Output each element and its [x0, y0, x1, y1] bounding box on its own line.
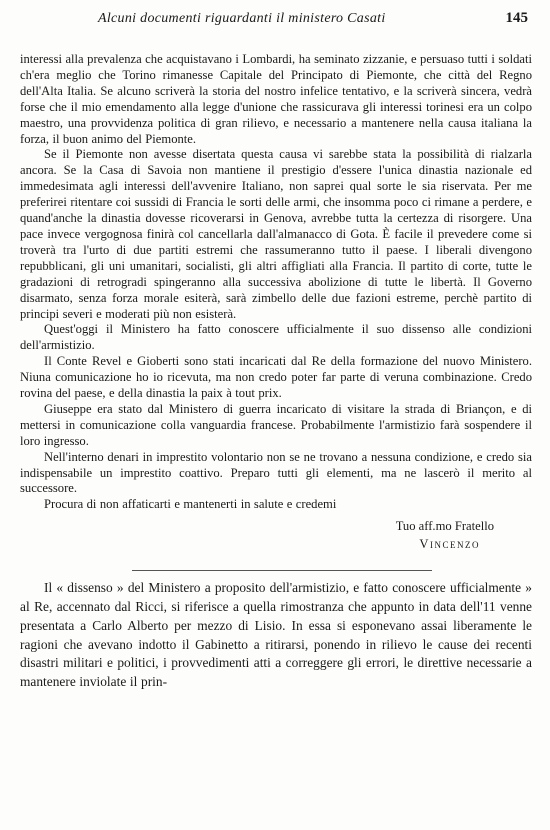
running-header — [98, 10, 532, 30]
letter-signature — [20, 518, 532, 552]
letter-paragraph: interessi alla prevalenza che acquistavano i Lombardi, ha seminato zizzanie, e persuaso tutti i soldati ch'era meglio che Torino rimanesse Capitale del Principato di Piemonte, che città del Regno dell'Alta Italia. Se alcuno scriverà la storia del nostro infelice tentativo, e la scriverà sincera, vedrà forse che il mio emendamento alla legge d'unione che rassicurava gli interessi torinesi era un colpo maestro, una provvidenza politica di gran rilievo, e necessario a mantenere nella causa italiana la forza, il buon animo del Piemonte. — [20, 52, 532, 146]
letter-paragraph: Giuseppe era stato dal Ministero di guerra incaricato di visitare la strada di Briançon, e di mettersi in comunicazione colla vanguardia francese. Probabilmente l'armistizio farà sospendere il loro ingresso. — [20, 401, 532, 448]
letter-paragraph: Quest'oggi il Ministero ha fatto conoscere ufficialmente il suo dissenso alle condizioni dell'armistizio. — [20, 322, 532, 353]
letter-closing: Tuo aff.mo Fratello — [395, 519, 494, 534]
section-divider — [132, 570, 432, 571]
letter-paragraph: Se il Piemonte non avesse disertata questa causa vi sarebbe stata la possibilità di rialzarla ancora. Se la Casa di Savoia non mantiene il prestigio d'essere l'unica dinastia nazionale ed immedesimata agli interessi dell'avvenire Italiano, non saprei qual sorte le sia riservata. Per me preferirei ritentare coi sussidi di Francia le sorti delle armi, che insomma poco ci rimane a perdere, e quand'anche la dinastia dovesse ricoverarsi in Genova, avrebbe tutta la certezza di risorgere. Una pace invece vergognosa finirà col cancellarla dall'almanacco di Gota. È facile il prevedere come si troverà tra l'urto di due partiti estremi che rassumeranno tutto il paese. I liberali divengono repubblicani, gli uni umanitari, socialisti, gli altri affigliati alla Francia. Il partito di corte, tutte le gradazioni di retrogradi spingeranno alla successiva abolizione di tutte le libertà. Il Governo disarmato, senza forza morale esiterà, sarà zimbello delle due fazioni estreme, perchè partito di principi severi e moderati più non esisterà. — [20, 147, 532, 321]
page-number: 145 — [505, 10, 528, 26]
commentary-body — [20, 579, 532, 692]
running-title: Alcuni documenti riguardanti il ministero Casati — [98, 11, 386, 26]
letter-paragraph: Il Conte Revel e Gioberti sono stati incaricati dal Re della formazione del nuovo Ministero. Niuna comunicazione ho io ricevuta, ma non credo poter far parte di veruna combinazione. Credo rovina del paese, e della dinastia la paix à tout prix. — [20, 354, 532, 401]
letter-body — [20, 52, 532, 513]
letter-paragraph: Nell'interno denari in imprestito volontario non se ne trovano a nessuna condizione, e credo sia indispensabile un imprestito coattivo. Preparo tutti gli elementi, ma ne lascerò il merito al successore. — [20, 449, 532, 496]
document-page — [20, 10, 532, 692]
letter-signer: Vincenzo — [419, 537, 480, 552]
commentary-paragraph: Il « dissenso » del Ministero a proposito dell'armistizio, e fatto conoscere ufficialmente » al Re, accennato dal Ricci, si riferisce a quella rimostranza che appunto in data dell'11 venne presentata a Carlo Alberto per mezzo di Lisio. In essa si esponevano assai liberamente le ragioni che avevano indotto il Gabinetto a ritirarsi, ponendo in rilievo le cause dei recenti disastri militari e politici, i provvedimenti atti a correggere gli errori, le direttive necessarie a mantenere inviolate il prin- — [20, 580, 532, 690]
letter-paragraph: Procura di non affaticarti e mantenerti in salute e credemi — [44, 497, 337, 512]
